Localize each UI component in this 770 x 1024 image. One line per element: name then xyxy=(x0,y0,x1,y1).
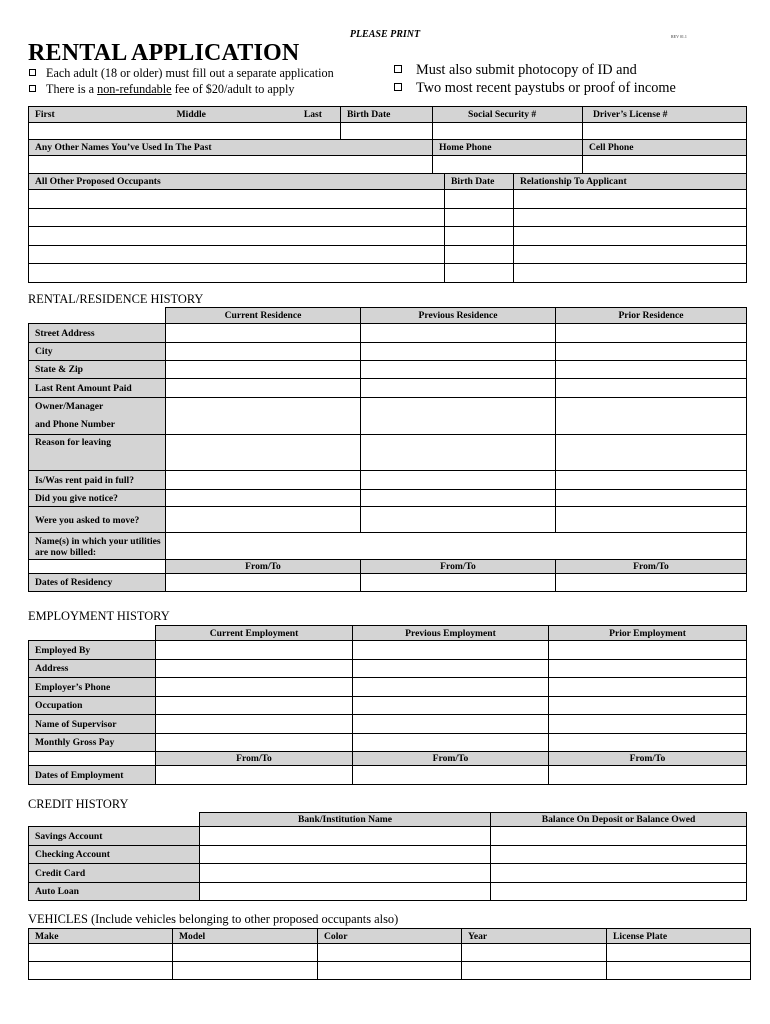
rental-field[interactable] xyxy=(166,361,361,379)
rental-field[interactable] xyxy=(361,379,556,398)
rental-row-label: and Phone Number xyxy=(35,419,115,430)
header-occupants: All Other Proposed Occupants xyxy=(29,174,445,190)
occupant-relationship-field[interactable] xyxy=(514,190,747,209)
occupant-name-field[interactable] xyxy=(29,190,445,209)
occupant-birth-date-field[interactable] xyxy=(445,227,514,246)
home-phone-field[interactable] xyxy=(433,156,583,174)
credit-field[interactable] xyxy=(200,846,491,864)
rental-field[interactable] xyxy=(556,435,747,471)
vehicle-field[interactable] xyxy=(607,944,751,962)
rental-field[interactable] xyxy=(166,379,361,398)
rental-field[interactable] xyxy=(166,490,361,507)
credit-field[interactable] xyxy=(491,883,747,901)
vehicle-field[interactable] xyxy=(462,944,607,962)
rental-row-label: Name(s) in which your utilities are now billed: xyxy=(29,533,166,560)
rental-field[interactable] xyxy=(361,324,556,343)
ssn-field[interactable] xyxy=(433,123,583,140)
employment-row-label: Name of Supervisor xyxy=(29,715,156,734)
employment-history-title: EMPLOYMENT HISTORY xyxy=(28,609,170,623)
employment-field[interactable] xyxy=(549,697,747,715)
header-relationship: Relationship To Applicant xyxy=(514,174,747,190)
occupant-birth-date-field[interactable] xyxy=(445,208,514,227)
header-ssn: Social Security # xyxy=(433,107,583,123)
employment-field[interactable] xyxy=(353,715,549,734)
credit-history-table xyxy=(28,812,747,901)
employment-row-label: Employer’s Phone xyxy=(29,678,156,697)
vehicle-field[interactable] xyxy=(607,962,751,980)
header-drivers-license: Driver’s License # xyxy=(583,107,747,123)
vehicle-col-make: Make xyxy=(29,929,173,944)
employment-field[interactable] xyxy=(549,734,747,752)
rental-row-label: State & Zip xyxy=(29,361,166,379)
occupant-birth-date-field[interactable] xyxy=(445,264,514,283)
residency-dates-field[interactable] xyxy=(361,574,556,592)
occupant-relationship-field[interactable] xyxy=(514,264,747,283)
employment-row-label: Occupation xyxy=(29,697,156,715)
rental-field[interactable] xyxy=(556,324,747,343)
credit-row-label: Auto Loan xyxy=(29,883,200,901)
vehicle-field[interactable] xyxy=(29,962,173,980)
rental-row-label: City xyxy=(29,343,166,361)
employment-field[interactable] xyxy=(353,660,549,678)
revision-code: REV 01.1 xyxy=(671,34,687,39)
employment-field[interactable] xyxy=(156,641,353,660)
occupant-relationship-field[interactable] xyxy=(514,208,747,227)
rental-row-owner xyxy=(29,398,166,435)
employment-dates-field[interactable] xyxy=(549,766,747,785)
employment-field[interactable] xyxy=(549,715,747,734)
employment-field[interactable] xyxy=(156,678,353,697)
note-photo-id: Must also submit photocopy of ID and xyxy=(394,62,637,79)
vehicle-col-model: Model xyxy=(173,929,318,944)
cell-phone-field[interactable] xyxy=(583,156,747,174)
credit-row-label: Credit Card xyxy=(29,864,200,883)
credit-field[interactable] xyxy=(491,864,747,883)
vehicle-col-year: Year xyxy=(462,929,607,944)
header-cell-phone: Cell Phone xyxy=(583,140,747,156)
occupant-birth-date-field[interactable] xyxy=(445,190,514,209)
employment-field[interactable] xyxy=(156,715,353,734)
rental-field[interactable] xyxy=(361,435,556,471)
employment-field[interactable] xyxy=(353,697,549,715)
rental-field[interactable] xyxy=(361,490,556,507)
occupant-birth-date-field[interactable] xyxy=(445,245,514,264)
vehicle-field[interactable] xyxy=(173,944,318,962)
rental-from-to: From/To xyxy=(361,560,556,574)
employment-field[interactable] xyxy=(353,641,549,660)
credit-field[interactable] xyxy=(200,883,491,901)
occupants-table xyxy=(28,173,747,283)
rental-row-label: Were you asked to move? xyxy=(29,507,166,533)
header-home-phone: Home Phone xyxy=(433,140,583,156)
rental-field[interactable] xyxy=(166,343,361,361)
utilities-billed-field[interactable] xyxy=(166,533,747,560)
vehicle-field[interactable] xyxy=(173,962,318,980)
credit-row-label: Checking Account xyxy=(29,846,200,864)
checkbox-icon xyxy=(29,85,36,92)
rental-history-title: RENTAL/RESIDENCE HISTORY xyxy=(28,292,204,306)
rental-col-prior: Prior Residence xyxy=(556,308,747,324)
rental-from-to: From/To xyxy=(166,560,361,574)
checkbox-icon xyxy=(394,83,402,91)
credit-row-label: Savings Account xyxy=(29,827,200,846)
employment-row-label: Monthly Gross Pay xyxy=(29,734,156,752)
rental-field[interactable] xyxy=(556,343,747,361)
vehicle-col-color: Color xyxy=(318,929,462,944)
checkbox-icon xyxy=(29,69,36,76)
rental-row-label: Street Address xyxy=(29,324,166,343)
header-other-names: Any Other Names You’ve Used In The Past xyxy=(29,140,433,156)
employment-from-to: From/To xyxy=(353,752,549,766)
rental-field[interactable] xyxy=(166,507,361,533)
credit-field[interactable] xyxy=(200,827,491,846)
rental-field[interactable] xyxy=(166,471,361,490)
employment-col-current: Current Employment xyxy=(156,626,353,641)
dates-of-residency-label: Dates of Residency xyxy=(29,574,166,592)
note-application-fee: There is a non-refundable fee of $20/adult to apply xyxy=(29,82,294,97)
rental-field[interactable] xyxy=(166,324,361,343)
employment-dates-field[interactable] xyxy=(156,766,353,785)
rental-field[interactable] xyxy=(361,398,556,435)
employment-history-table xyxy=(28,625,747,785)
rental-row-label: Last Rent Amount Paid xyxy=(29,379,166,398)
page-title: RENTAL APPLICATION xyxy=(28,40,300,66)
rental-row-label: Did you give notice? xyxy=(29,490,166,507)
employment-row-label: Employed By xyxy=(29,641,156,660)
rental-field[interactable] xyxy=(361,507,556,533)
applicant-info-table xyxy=(28,106,747,174)
vehicle-field[interactable] xyxy=(29,944,173,962)
employment-field[interactable] xyxy=(156,660,353,678)
occupant-name-field[interactable] xyxy=(29,264,445,283)
rental-field[interactable] xyxy=(556,471,747,490)
rental-field[interactable] xyxy=(361,471,556,490)
credit-field[interactable] xyxy=(491,846,747,864)
employment-field[interactable] xyxy=(156,697,353,715)
rental-col-previous: Previous Residence xyxy=(361,308,556,324)
employment-field[interactable] xyxy=(353,734,549,752)
rental-row-label: Owner/Manager xyxy=(35,401,104,412)
rental-row-label: Reason for leaving xyxy=(29,435,166,471)
rental-col-current: Current Residence xyxy=(166,308,361,324)
other-names-field[interactable] xyxy=(29,156,433,174)
credit-history-title: CREDIT HISTORY xyxy=(28,797,129,811)
residency-dates-field[interactable] xyxy=(166,574,361,592)
credit-field[interactable] xyxy=(200,864,491,883)
rental-field[interactable] xyxy=(166,435,361,471)
vehicles-table xyxy=(28,928,751,980)
occupant-name-field[interactable] xyxy=(29,208,445,227)
note-adult-application: Each adult (18 or older) must fill out a separate application xyxy=(29,66,334,81)
drivers-license-field[interactable] xyxy=(583,123,747,140)
vehicles-title: VEHICLES (Include vehicles belonging to other proposed occupants also) xyxy=(28,912,399,926)
header-birth-date: Birth Date xyxy=(341,107,433,123)
vehicle-col-license-plate: License Plate xyxy=(607,929,751,944)
occupant-relationship-field[interactable] xyxy=(514,227,747,246)
rental-row-label: Is/Was rent paid in full? xyxy=(29,471,166,490)
rental-field[interactable] xyxy=(361,343,556,361)
employment-field[interactable] xyxy=(549,641,747,660)
employment-row-label: Address xyxy=(29,660,156,678)
dates-of-employment-label: Dates of Employment xyxy=(29,766,156,785)
checkbox-icon xyxy=(394,65,402,73)
employment-field[interactable] xyxy=(353,678,549,697)
employment-from-to: From/To xyxy=(156,752,353,766)
vehicle-field[interactable] xyxy=(318,944,462,962)
rental-field[interactable] xyxy=(556,398,747,435)
rental-history-table xyxy=(28,307,747,592)
rental-from-to: From/To xyxy=(556,560,747,574)
credit-col-bank: Bank/Institution Name xyxy=(200,813,491,827)
employment-col-previous: Previous Employment xyxy=(353,626,549,641)
credit-field[interactable] xyxy=(491,827,747,846)
rental-field[interactable] xyxy=(556,361,747,379)
employment-field[interactable] xyxy=(549,660,747,678)
residency-dates-field[interactable] xyxy=(556,574,747,592)
employment-from-to: From/To xyxy=(549,752,747,766)
name-field[interactable] xyxy=(29,123,341,140)
occupant-relationship-field[interactable] xyxy=(514,245,747,264)
birth-date-field[interactable] xyxy=(341,123,433,140)
occupant-name-field[interactable] xyxy=(29,227,445,246)
header-name: First Middle Last xyxy=(29,107,341,123)
vehicle-field[interactable] xyxy=(318,962,462,980)
employment-dates-field[interactable] xyxy=(353,766,549,785)
rental-field[interactable] xyxy=(556,490,747,507)
rental-field[interactable] xyxy=(556,379,747,398)
vehicle-field[interactable] xyxy=(462,962,607,980)
credit-col-balance: Balance On Deposit or Balance Owed xyxy=(491,813,747,827)
rental-field[interactable] xyxy=(166,398,361,435)
please-print-heading: PLEASE PRINT xyxy=(349,29,421,40)
employment-field[interactable] xyxy=(156,734,353,752)
note-proof-of-income: Two most recent paystubs or proof of income xyxy=(394,80,676,97)
rental-field[interactable] xyxy=(556,507,747,533)
employment-col-prior: Prior Employment xyxy=(549,626,747,641)
employment-field[interactable] xyxy=(549,678,747,697)
rental-field[interactable] xyxy=(361,361,556,379)
occupant-name-field[interactable] xyxy=(29,245,445,264)
header-occupant-birth-date: Birth Date xyxy=(445,174,514,190)
